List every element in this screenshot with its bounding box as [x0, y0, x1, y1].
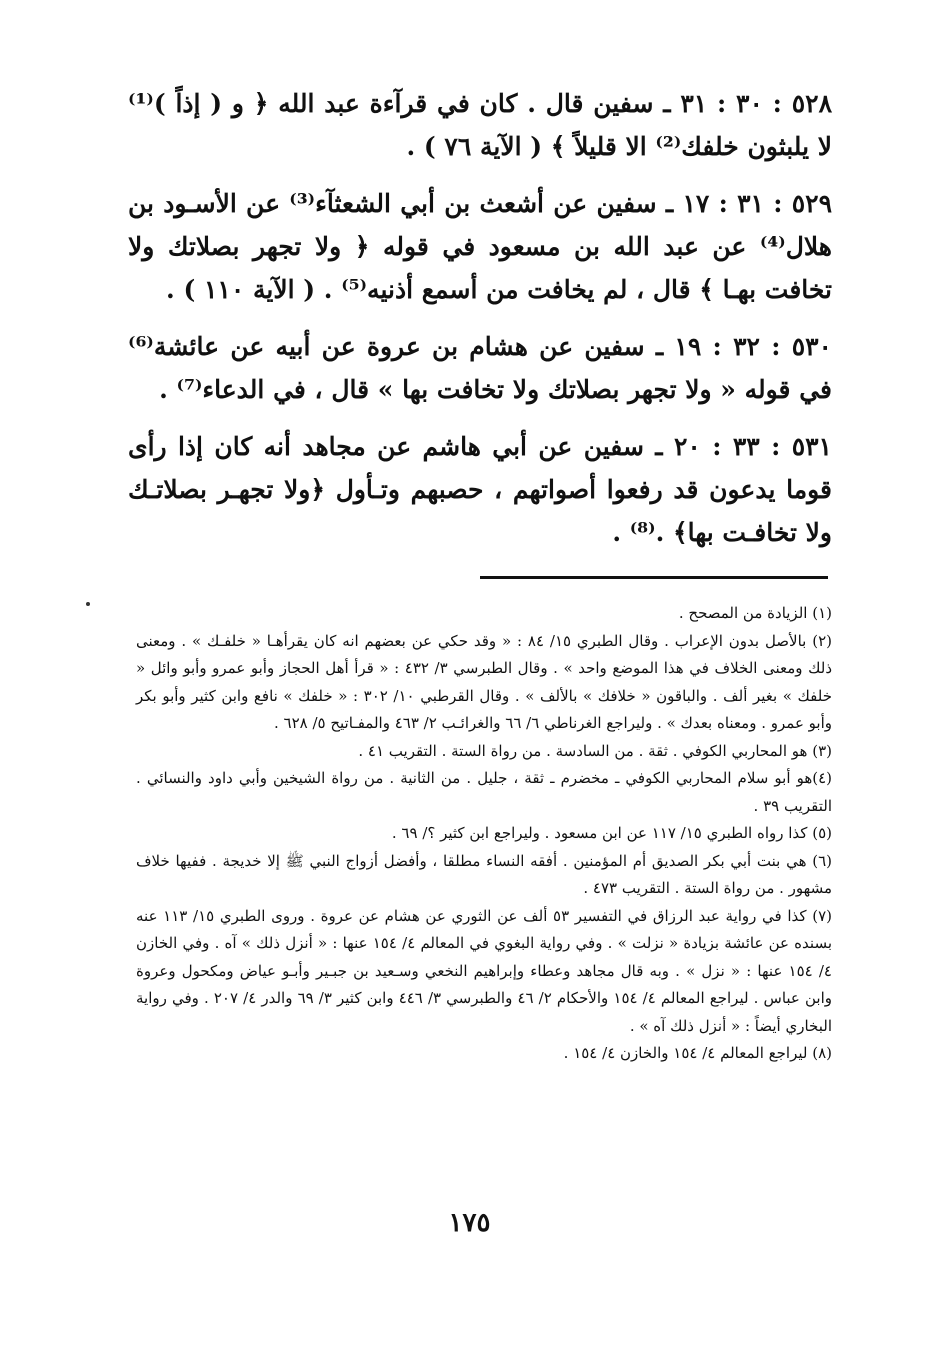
entry-530: ٥٣٠ : ٣٢ : ١٩ ـ سفين عن هشام بن عروة عن أبيه عن عائشة⁽⁶⁾ في قوله « ولا تجهر بصلاتك ولا تخافت بها » قال ، في الدعاء⁽⁷⁾ . — [128, 332, 832, 404]
entry-529: ٥٢٩ : ٣١ : ١٧ ـ سفين عن أشعث بن أبي الشعثآء⁽³⁾ عن الأسـود بن هلال⁽⁴⁾ عن عبد الله بن مسعود في قوله ﴿ ولا تجهر بصلاتك ولا تخافت بهـا ﴾ قال ، لم يخافت من أسمع أذنيه⁽⁵⁾ . ( الآية ١١٠ ) . — [128, 189, 833, 304]
main-text — [128, 82, 832, 568]
entry-528: ٥٢٨ : ٣٠ : ٣١ ـ سفين قال . كان في قرآءة عبد الله ﴿ و ( إذاً )⁽¹⁾ لا يلبثون خلفك⁽²⁾ الا قليلاً ﴾ ( الآية ٧٦ ) . — [128, 89, 833, 161]
footnote-2: (٢) بالأصل بدون الإعراب . وقال الطبري ١٥/ ٨٤ : « وقد حكي عن بعضهم انه كان يقرأهـا « خلفـك » . ومعنى ذلك ومعنى الخلاف في هذا الموضع واحد » . وقال الطبرسي ٣/ ٤٣٢ : « قرأ أهل الحجاز وأبو عمرو وأبو وائل « خلفك » بغير ألف . والباقون « خلافك » بالألف » . وقال القرطبي ١٠/ ٣٠٢ : « خلفك » نافع وابن كثير وأبو بكر وأبو عمرو . ومعناه بعدك » . وليراجع الغرناطي ٦/ ٦٦ والغرائـب ٢/ ٤٦٣ والمفـاتيح ٥/ ٦٢٨ . — [136, 631, 832, 732]
stray-mark — [86, 602, 90, 606]
footnote-4: (٤)هو أبو سلام المحاربي الكوفي ـ مخضرم ـ ثقة ، جليل . من الثانية . من رواة الشيخين وأبي داود والنسائي . التقريب ٣٩ . — [136, 769, 832, 815]
footnote-8: (٨) ليراجع المعالم ٤/ ١٥٤ والخازن ٤/ ١٥٤ . — [563, 1044, 832, 1062]
page-number: ١٧٥ — [448, 1208, 491, 1238]
entry-531: ٥٣١ : ٣٣ : ٢٠ ـ سفين عن أبي هاشم عن مجاهد أنه كان إذا رأى قوما يدعون قد رفعوا أصواتهم ، حصبهم وتـأول ﴿ولا تجهـر بصلاتـك ولا تخافـت بها﴾ .⁽⁸⁾ . — [128, 432, 832, 547]
footnote-5: (٥) كذا رواه الطبري ١٥/ ١١٧ عن ابن مسعود . وليراجع ابن كثير ؟/ ٦٩ . — [391, 824, 832, 842]
footnote-6: (٦) هي بنت أبي بكر الصديق أم المؤمنين . أفقه النساء مطلقا ، وأفضل أزواج النبي ﷺ إلا خديجة . ففيها خلاف مشهور . من رواة الستة . التقريب ٤٧٣ . — [136, 851, 832, 897]
footnote-separator — [480, 576, 828, 579]
footnotes — [136, 600, 832, 1068]
footnote-3: (٣) هو المحاربي الكوفي . ثقة . من السادسة . من رواة الستة . التقريب ٤١ . — [358, 741, 832, 760]
footnote-1: (١) الزيادة من المصحح . — [678, 604, 832, 622]
footnote-7: (٧) كذا في رواية عبد الرزاق في التفسير ٥٣ ألف عن الثوري عن هشام عن عروة . وروى الطبري ١٥/ ١١٣ عنه بسنده عن عائشة بزيادة « نزلت » . وفي رواية البغوي في المعالم ٤/ ١٥٤ عنها : « أنزل ذلك » آه . وفي الخازن ٤/ ١٥٤ عنها : « نزل » . وبه قال مجاهد وعطاء وإبراهيم النخعي وسـعيد بن جبـير وأبـو عياض ومكحول وعروة وابن عباس . ليراجع المعالم ٤/ ١٥٤ والأحكام ٢/ ٤٦ والطبرسي ٣/ ٤٤٦ وابن كثير ٣/ ٦٩ والدر ٤/ ٢٠٧ . وفي رواية البخاري أيضاً : « أنزل ذلك آه » . — [136, 906, 832, 1035]
